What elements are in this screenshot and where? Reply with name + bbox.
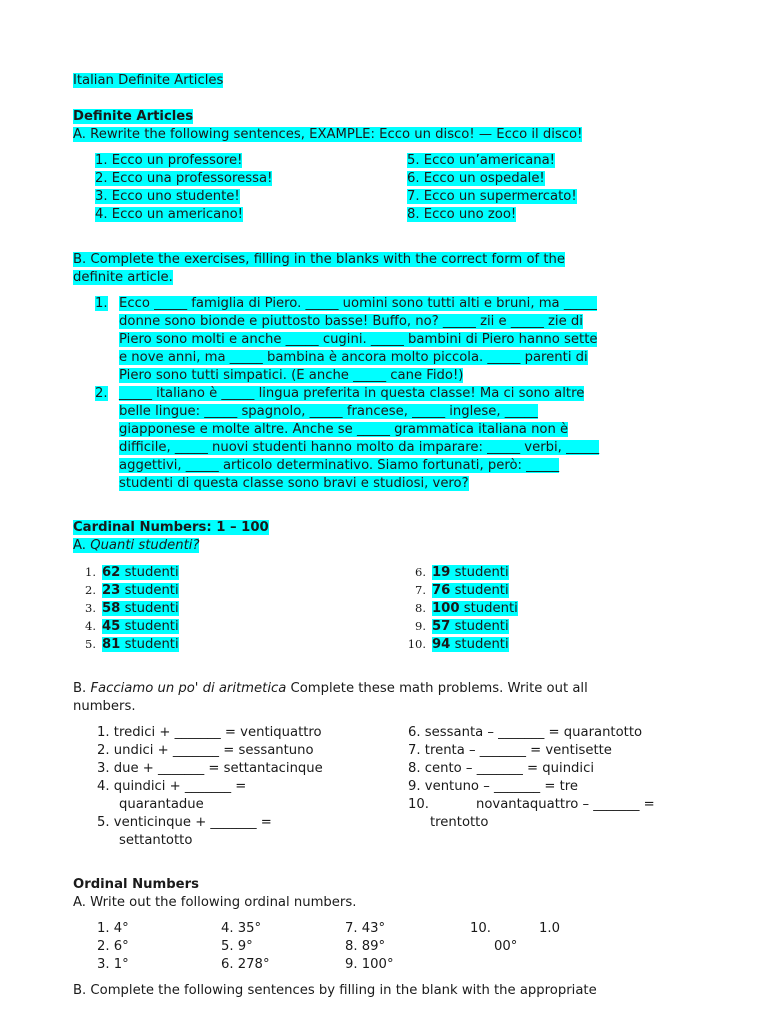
- list-item: 9. 57 studenti: [415, 619, 509, 634]
- list-item: 1. 62 studenti: [85, 565, 179, 580]
- list-item: 8. Ecco uno zoo!: [407, 207, 517, 222]
- cardinal-instruction-b-cont: numbers.: [73, 699, 136, 714]
- list-item: 4. Ecco un americano!: [95, 207, 243, 222]
- cardinal-numbers-heading: Cardinal Numbers: 1 – 100: [73, 520, 269, 535]
- list-item: 2. Ecco una professoressa!: [95, 171, 273, 186]
- list-item: 5. venticinque + _______ =: [97, 815, 272, 830]
- list-item: 3. Ecco uno studente!: [95, 189, 240, 204]
- paragraph-number: 2.: [95, 386, 108, 401]
- list-item-number: 10.: [470, 921, 491, 936]
- list-item: 7. Ecco un supermercato!: [407, 189, 577, 204]
- ordinal-instruction-a: A. Write out the following ordinal numbers.: [73, 895, 357, 910]
- list-item: 2. 6°: [97, 939, 129, 954]
- list-item-number: 10.: [408, 797, 429, 812]
- definite-instruction-a: A. Rewrite the following sentences, EXAMPLE: Ecco un disco! — Ecco il disco!: [73, 127, 583, 142]
- definite-instruction-b-cont: definite article.: [73, 270, 173, 285]
- list-item: 9. 100°: [345, 957, 394, 972]
- list-item-cont: 00°: [494, 939, 518, 954]
- list-item: 4. 45 studenti: [85, 619, 179, 634]
- list-item: 7. 43°: [345, 921, 386, 936]
- list-item: 6. Ecco un ospedale!: [407, 171, 545, 186]
- list-item: 8. 89°: [345, 939, 386, 954]
- list-item: 10. 94 studenti: [407, 637, 509, 652]
- list-item: 1. Ecco un professore!: [95, 153, 243, 168]
- list-item: 1.0: [539, 921, 560, 936]
- list-item: 8. 100 studenti: [415, 601, 518, 616]
- list-item: novantaquattro – _______ =: [476, 797, 655, 812]
- list-item-cont: settantotto: [119, 833, 193, 848]
- document-title: Italian Definite Articles: [73, 73, 224, 88]
- list-item: 6. sessanta – _______ = quarantotto: [408, 725, 643, 740]
- list-item: 4. quindici + _______ =: [97, 779, 247, 794]
- list-item: 7. 76 studenti: [415, 583, 509, 598]
- list-item: 7. trenta – _______ = ventisette: [408, 743, 612, 758]
- list-item: 8. cento – _______ = quindici: [408, 761, 595, 776]
- list-item: 1. 4°: [97, 921, 129, 936]
- list-item: 3. due + _______ = settantacinque: [97, 761, 323, 776]
- definite-instruction-b: B. Complete the exercises, filling in the blanks with the correct form of the: [73, 252, 565, 267]
- list-item: 2. undici + _______ = sessantuno: [97, 743, 314, 758]
- cardinal-sub-a: A. Quanti studenti?: [73, 538, 200, 553]
- list-item: 2. 23 studenti: [85, 583, 179, 598]
- list-item: 6. 19 studenti: [415, 565, 509, 580]
- list-item-cont: quarantadue: [119, 797, 204, 812]
- cardinal-instruction-b: B. Facciamo un po' di aritmetica Complete these math problems. Write out all: [73, 681, 588, 696]
- paragraph-number: 1.: [95, 296, 108, 311]
- list-item: 3. 1°: [97, 957, 129, 972]
- list-item: 4. 35°: [221, 921, 262, 936]
- list-item: 9. ventuno – _______ = tre: [408, 779, 578, 794]
- list-item: 3. 58 studenti: [85, 601, 179, 616]
- list-item: 5. Ecco un’americana!: [407, 153, 555, 168]
- definite-articles-heading: Definite Articles: [73, 109, 194, 124]
- ordinal-numbers-heading: Ordinal Numbers: [73, 877, 199, 892]
- list-item: 6. 278°: [221, 957, 270, 972]
- list-item: 5. 81 studenti: [85, 637, 179, 652]
- list-item-cont: trentotto: [430, 815, 489, 830]
- ordinal-instruction-b: B. Complete the following sentences by filling in the blank with the appropriate: [73, 983, 597, 998]
- list-item: 1. tredici + _______ = ventiquattro: [97, 725, 322, 740]
- list-item: 5. 9°: [221, 939, 253, 954]
